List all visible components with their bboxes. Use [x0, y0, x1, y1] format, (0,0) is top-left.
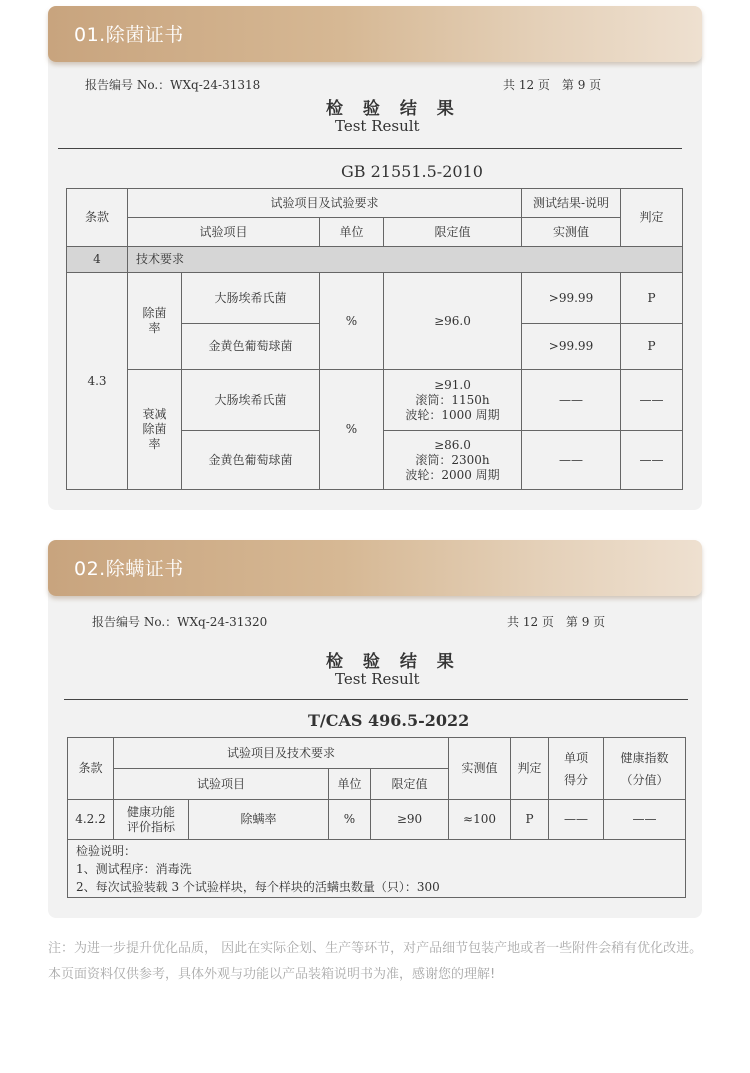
header-judge: 判定 — [511, 738, 549, 800]
judge-value: P — [621, 273, 683, 324]
header-result-note: 测试结果-说明 — [522, 189, 621, 218]
divider-line — [58, 148, 682, 149]
report-heading-en: Test Result — [335, 117, 420, 135]
test-item: 大肠埃希氏菌 — [182, 273, 320, 324]
section-title: 01.除菌证书 — [74, 24, 184, 46]
category-label: 健康功能 评价指标 — [114, 800, 189, 840]
report-heading-cn: 检 验 结 果 — [326, 652, 461, 672]
header-score: 单项 得分 — [549, 738, 604, 800]
header-clause: 条款 — [67, 189, 128, 247]
clause-number: 4.3 — [67, 273, 128, 490]
standard-code: T/CAS 496.5-2022 — [308, 711, 470, 730]
measured-value: >99.99 — [522, 324, 621, 370]
clause-number: 4.2.2 — [68, 800, 114, 840]
judge-value: P — [621, 324, 683, 370]
page-count: 共 12 页 第 9 页 — [503, 78, 602, 92]
certificate-section-sterilization — [48, 6, 702, 510]
header-limit: 限定值 — [384, 218, 522, 247]
limit-value: ≥91.0 滚筒：1150h 波轮：1000 周期 — [384, 370, 522, 431]
judge-value: —— — [621, 431, 683, 490]
health-index-value: —— — [604, 800, 686, 840]
category-sterilization-rate — [128, 273, 182, 370]
certificate-section-mite-removal — [48, 540, 702, 918]
report-heading-cn: 检 验 结 果 — [326, 99, 461, 119]
header-unit: 单位 — [329, 769, 371, 800]
notes-line: 2、每次试验装载 3 个试验样块，每个样块的活螨虫数量（只）：300 — [76, 880, 440, 894]
header-limit: 限定值 — [371, 769, 449, 800]
header-measured: 实测值 — [522, 218, 621, 247]
test-item: 除螨率 — [189, 800, 329, 840]
header-item: 试验项目 — [128, 218, 320, 247]
category-attenuated-rate — [128, 370, 182, 490]
header-item: 试验项目 — [114, 769, 329, 800]
limit-value: ≥86.0 滚筒：2300h 波轮：2000 周期 — [384, 431, 522, 490]
limit-value: ≥90 — [371, 800, 449, 840]
unit-value: % — [329, 800, 371, 840]
test-notes — [68, 840, 686, 898]
header-items-requirements: 试验项目及技术要求 — [114, 738, 449, 769]
header-items-requirements: 试验项目及试验要求 — [128, 189, 522, 218]
limit-value: ≥96.0 — [384, 273, 522, 370]
notes-line: 1、测试程序：消毒洗 — [76, 862, 192, 876]
judge-value: P — [511, 800, 549, 840]
score-value: —— — [549, 800, 604, 840]
divider-line — [64, 699, 688, 700]
category-label: 衰减除菌率 — [142, 407, 167, 451]
unit-value: % — [320, 273, 384, 370]
measured-value: —— — [522, 370, 621, 431]
results-table — [67, 737, 686, 898]
header-clause: 条款 — [68, 738, 114, 800]
header-unit: 单位 — [320, 218, 384, 247]
report-heading-en: Test Result — [335, 670, 420, 688]
test-item: 大肠埃希氏菌 — [182, 370, 320, 431]
judge-value: —— — [621, 370, 683, 431]
header-health-index: 健康指数 （分值） — [604, 738, 686, 800]
category-label: 除菌率 — [142, 306, 167, 335]
disclaimer-note: 注：为进一步提升优化品质， 因此在实际企划、生产等环节，对产品细节包装产地或者一些附件会稍有优化改进。本页面资料仅供参考，具体外观与功能以产品装箱说明书为准，感谢您的理解! — [48, 941, 703, 982]
standard-code: GB 21551.5-2010 — [341, 162, 483, 181]
group-label: 技术要求 — [128, 247, 683, 273]
results-table — [66, 188, 683, 490]
header-judge: 判定 — [621, 189, 683, 247]
test-item: 金黄色葡萄球菌 — [182, 431, 320, 490]
header-measured: 实测值 — [449, 738, 511, 800]
report-number: 报告编号 No.：WXq-24-31318 — [85, 78, 261, 92]
unit-value: % — [320, 370, 384, 490]
report-number: 报告编号 No.：WXq-24-31320 — [92, 615, 268, 629]
measured-value: ≈100 — [449, 800, 511, 840]
test-item: 金黄色葡萄球菌 — [182, 324, 320, 370]
measured-value: —— — [522, 431, 621, 490]
measured-value: >99.99 — [522, 273, 621, 324]
section-banner — [48, 6, 702, 62]
section-title: 02.除螨证书 — [74, 558, 184, 580]
page-count: 共 12 页 第 9 页 — [507, 615, 606, 629]
section-banner — [48, 540, 702, 596]
notes-heading: 检验说明： — [76, 844, 137, 858]
group-clause: 4 — [67, 247, 128, 273]
